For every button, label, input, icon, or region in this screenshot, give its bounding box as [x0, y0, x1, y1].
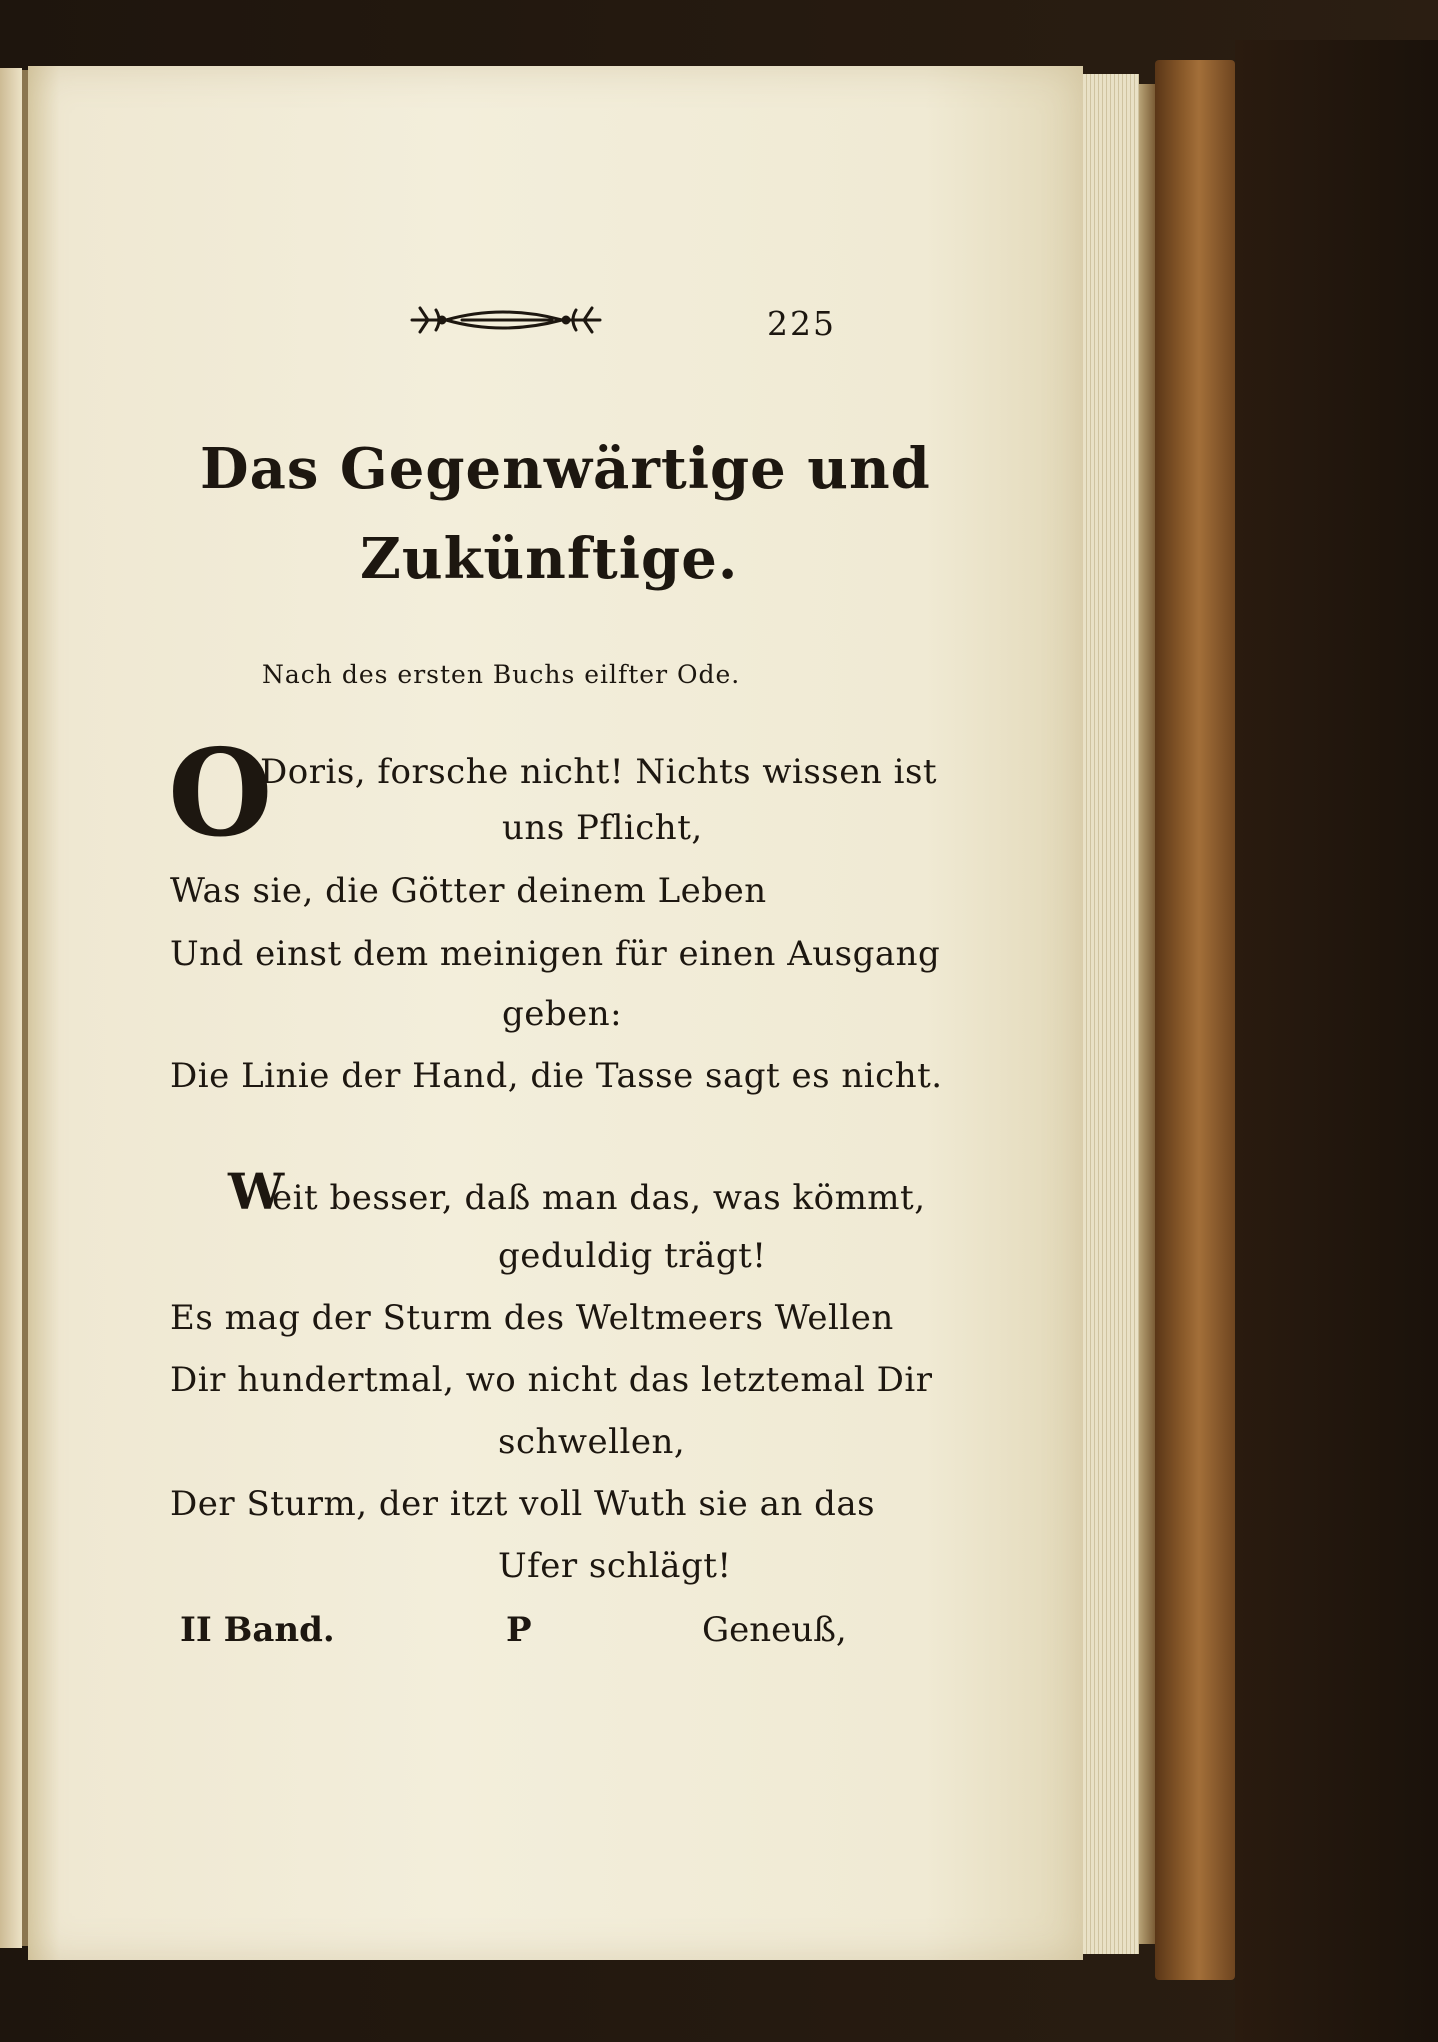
verse-line: Es mag der Sturm des Weltmeers Wellen [170, 1298, 894, 1338]
verse-line: geben: [502, 994, 623, 1034]
verse-line: Was sie, die Götter deinem Leben [170, 871, 767, 911]
page-block-edges [1083, 74, 1139, 1954]
page-block-shadow [1139, 84, 1155, 1944]
poem-title-line-2: Zukünftige. [360, 526, 739, 592]
left-page-edge [0, 68, 22, 1948]
verse-line: geduldig trägt! [498, 1236, 767, 1276]
leather-cover [1155, 60, 1235, 1980]
verse-line: Der Sturm, der itzt voll Wuth sie an das [170, 1484, 876, 1524]
drop-cap: O [168, 723, 273, 864]
poem-title-line-1: Das Gegenwärtige und [200, 436, 931, 502]
decorative-flourish-icon [402, 296, 610, 344]
verse-line: Dir hundertmal, wo nicht das letztemal Dir [170, 1360, 933, 1400]
background [1235, 40, 1438, 2042]
verse-line: Und einst dem meinigen für einen Ausgang [170, 934, 941, 974]
verse-line: Doris, forsche nicht! Nichts wissen ist [260, 752, 938, 792]
poem-subtitle: Nach des ersten Buchs eilfter Ode. [262, 660, 741, 689]
verse-line: eit besser, daß man das, was kömmt, [272, 1178, 926, 1218]
verse-line: schwellen, [498, 1422, 686, 1462]
signature-mark: P [506, 1610, 532, 1650]
stanza-initial: W [228, 1162, 285, 1221]
volume-mark: II Band. [180, 1610, 335, 1650]
catchword: Geneuß, [702, 1610, 847, 1650]
page-number: 225 [767, 304, 836, 343]
verse-line: Die Linie der Hand, die Tasse sagt es nicht. [170, 1056, 943, 1096]
verse-line: Ufer schlägt! [498, 1546, 732, 1586]
verse-line: uns Pflicht, [502, 808, 703, 848]
